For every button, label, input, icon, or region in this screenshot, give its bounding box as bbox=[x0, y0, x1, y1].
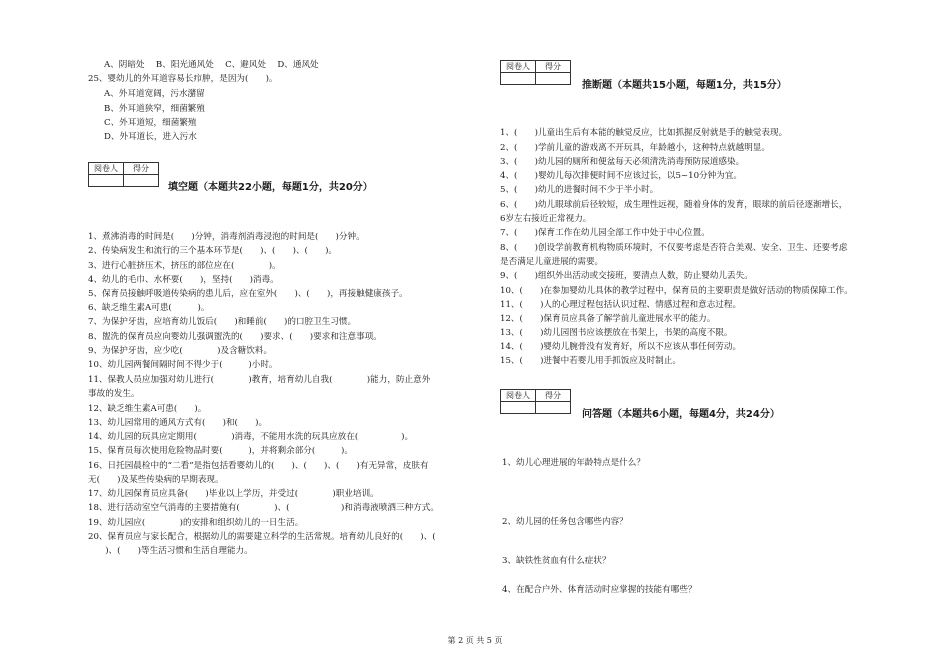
list-item: 6、缺乏维生素A可患( )。 bbox=[88, 303, 210, 313]
score-box bbox=[88, 162, 159, 187]
list-item: 11、保教人员应加强对幼儿进行( )教育，培育幼儿自我( )能力，防止意外 bbox=[88, 375, 431, 385]
score-box-grader: 阅卷人 bbox=[501, 61, 536, 73]
section-title-true-false: 推断题（本题共15小题，每题1分，共15分） bbox=[582, 80, 787, 91]
list-item: 6、( )幼儿眼球前后径较短，成生理性远视，随着身体的发育，眼球的前后径逐渐增长， bbox=[500, 200, 848, 210]
list-item: 18、进行活动室空气消毒的主要措施有( )、( )和消毒液喷洒三种方式。 bbox=[88, 503, 439, 513]
section-title-fill-blank: 填空题（本题共22小题，每题1分，共20分） bbox=[168, 182, 373, 193]
list-item-continued: )、( )等生活习惯和生活自理能力。 bbox=[88, 546, 253, 556]
list-item: 7、为保护牙齿，应培育幼儿饭后( )和睡前( )的口腔卫生习惯。 bbox=[88, 317, 357, 327]
list-item: 2、传染病发生和流行的三个基本环节是( )、( )、( )。 bbox=[88, 246, 338, 256]
list-item: 8、( )创设学前教育机构物质环境时，不仅要考虑是否符合美观、安全、卫生、还要考虑 bbox=[500, 243, 848, 253]
list-item: 1、( )儿童出生后有本能的触觉反应，比如抓握反射就是手的触觉表现。 bbox=[500, 128, 788, 138]
list-item-continued: 事故的发生。 bbox=[88, 389, 140, 399]
list-item: 12、缺乏维生素A可患( )。 bbox=[88, 404, 207, 414]
q25-option: D、外耳道长，进入污水 bbox=[104, 132, 197, 142]
list-item: 12、( )保育员应具备了解学前儿童进展水平的能力。 bbox=[500, 314, 716, 324]
list-item: 11、( )人的心理过程包括认识过程、情感过程和意志过程。 bbox=[500, 300, 742, 310]
score-box-score: 得分 bbox=[536, 390, 571, 402]
score-box-score: 得分 bbox=[124, 163, 159, 175]
list-item: 16、日托园晨检中的“二看”是指包括看婴幼儿的( )、( )、( )有无异常，皮肤有 bbox=[88, 461, 429, 471]
list-item: 4、( )婴幼儿每次排便时间不应该过长，以5~10分钟为宜。 bbox=[500, 171, 743, 181]
list-item: 4、幼儿的毛巾、水杯要( )，坚持( )消毒。 bbox=[88, 275, 279, 285]
list-item: 1、幼儿心理进展的年龄特点是什么？ bbox=[502, 458, 645, 468]
list-item-continued: 无( )及某些传染病的早期表现。 bbox=[88, 475, 224, 485]
q24-options: A、阴暗处 B、阳光通风处 C、避风处 D、通风处 bbox=[104, 60, 319, 70]
list-item: 2、( )学前儿童的游戏离不开玩具，年龄越小，这种特点就越明显。 bbox=[500, 143, 770, 153]
list-item: 19、幼儿园应( )的安排和组织幼儿的一日生活。 bbox=[88, 518, 304, 528]
score-box-score: 得分 bbox=[536, 61, 571, 73]
score-box bbox=[500, 389, 571, 414]
list-item: 3、进行心脏挤压术，挤压的部位应在( )。 bbox=[88, 261, 281, 271]
list-item: 14、幼儿园的玩具应定期用( )消毒，不能用水洗的玩具应放在( )。 bbox=[88, 432, 414, 442]
list-item: 9、为保护牙齿，应少吃( )及含糖饮料。 bbox=[88, 346, 273, 356]
q25-option: A、外耳道宽阔，污水潴留 bbox=[104, 89, 205, 99]
list-item: 15、( )进餐中若婴儿用手抓饭应及时制止。 bbox=[500, 356, 681, 366]
score-box-grader: 阅卷人 bbox=[501, 390, 536, 402]
list-item: 10、( )在参加婴幼儿具体的教学过程中，保育员的主要职责是做好活动的物质保障工作。 bbox=[500, 286, 853, 296]
score-box-grader: 阅卷人 bbox=[89, 163, 124, 175]
list-item: 8、盥洗的保育员应向婴幼儿强调盥洗的( )要求、( )要求和注意事项。 bbox=[88, 332, 382, 342]
list-item: 3、缺铁性贫血有什么症状？ bbox=[502, 556, 611, 566]
list-item: 14、( )婴幼儿腕骨没有发育好，所以不应该从事任何劳动。 bbox=[500, 342, 742, 352]
list-item-continued: 6岁左右接近正常视力。 bbox=[500, 214, 592, 224]
q25-option: B、外耳道狭窄，细菌繁殖 bbox=[104, 104, 205, 114]
list-item: 17、幼儿园保育员应具备( )毕业以上学历，并受过( )职业培训。 bbox=[88, 489, 379, 499]
list-item: 10、幼儿园两餐间隔时间不得少于( )小时。 bbox=[88, 360, 278, 370]
list-item: 2、幼儿园的任务包含哪些内容？ bbox=[502, 517, 628, 527]
q25-option: C、外耳道短，细菌繁殖 bbox=[104, 118, 197, 128]
list-item: 13、幼儿园常用的通风方式有( )和( )。 bbox=[88, 418, 268, 428]
score-box bbox=[500, 60, 571, 85]
list-item: 5、( )幼儿的进餐时间不少于半小时。 bbox=[500, 185, 659, 195]
page-footer: 第 2 页 共 5 页 bbox=[447, 636, 503, 645]
list-item: 20、保育员应与家长配合，根据幼儿的需要建立科学的生活常规。培育幼儿良好的( )、( bbox=[88, 532, 436, 542]
list-item-continued: 是否满足儿童进展的需要。 bbox=[500, 257, 604, 267]
q25-stem: 25、婴幼儿的外耳道容易长疖肿，是因为( )。 bbox=[88, 74, 278, 84]
list-item: 4、在配合户外、体育活动时应掌握的技能有哪些？ bbox=[502, 585, 697, 595]
list-item: 9、( )组织外出活动或交接班，要清点人数，防止婴幼儿丢失。 bbox=[500, 271, 753, 281]
list-item: 3、( )幼儿园的厕所和便盆每天必须清洗消毒预防尿道感染。 bbox=[500, 157, 745, 167]
list-item: 7、( )保育工作在幼儿园全部工作中处于中心位置。 bbox=[500, 228, 710, 238]
section-title-qa: 问答题（本题共6小题，每题4分，共24分） bbox=[582, 409, 780, 420]
list-item: 5、保育员接触呼吸道传染病的患儿后，应在室外( )、( )，再接触健康孩子。 bbox=[88, 289, 408, 299]
list-item: 1、煮沸消毒的时间是( )分钟，消毒剂消毒浸泡的时间是( )分钟。 bbox=[88, 232, 365, 242]
list-item: 13、( )幼儿园图书应该摆放在书架上，书架的高度不限。 bbox=[500, 328, 733, 338]
list-item: 15、保育员每次使用危险物品时要( )，并将剩余部分( )。 bbox=[88, 446, 353, 456]
